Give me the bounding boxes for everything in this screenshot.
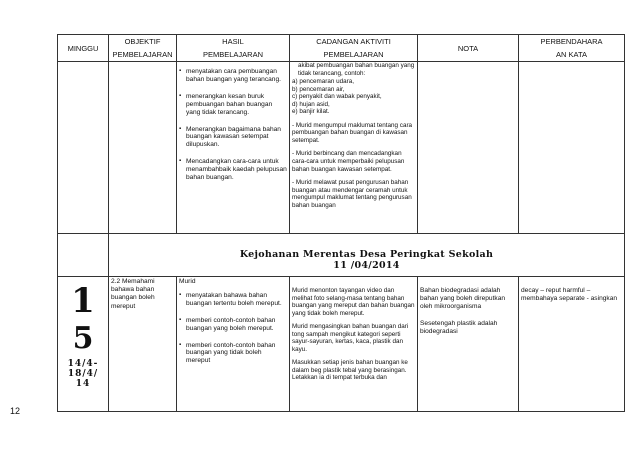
hasil-item: ▪ memberi contoh-contoh bahan buangan yang tidak boleh mereput — [179, 342, 287, 366]
cadangan-line: - Murid mengumpul maklumat tentang cara pembuangan bahan buangan di kawasan setempat. — [292, 121, 413, 144]
hasil-item: ▪ menyatakan bahawa bahan buangan tertentu boleh mereput. — [179, 292, 287, 308]
cadangan-line: Masukkan setiap jenis bahan buangan ke dalam beg plastik tebal yang berasingan. Letakkan ia di tempat terbuka dan — [292, 359, 408, 382]
page-number: 12 — [10, 406, 21, 416]
week-cell — [58, 277, 109, 412]
cell-minggu-empty — [58, 62, 109, 234]
hasil-item: ▪ menerangkan kesan buruk pembuangan bahan buangan yang tidak terancang. — [179, 93, 287, 117]
nota-text: Sesetengah plastik adalah biodegradasi — [420, 319, 498, 335]
cadangan-line: b) pencemaran air, — [292, 85, 345, 93]
lesson-plan-table — [57, 34, 625, 412]
header-objektif: OBJEKTIF PEMBELAJARAN — [109, 35, 177, 62]
cadangan-line: Murid mengasingkan bahan buangan dari tong sampah mengikut kategori seperti sayur-sayuran, kertas, kaca, plastik dan kayu. — [292, 323, 409, 353]
vocab-text: decay – reput harmful – membahaya separate - asingkan — [521, 287, 618, 303]
header-minggu: MINGGU — [58, 35, 109, 62]
cadangan-line: e) banjir kilat. — [292, 108, 330, 116]
cell-vocab — [519, 277, 625, 412]
cell-vocab-empty — [519, 62, 625, 234]
hasil-item: ▪ memberi contoh-contoh bahan buangan yang boleh mereput. — [179, 317, 287, 333]
cadangan-line: Murid menonton tayangan video dan melihat foto selang-masa tentang bahan buangan yang mereput dan bahan buangan yang tidak boleh mereput. — [292, 287, 415, 317]
cadangan-line: - Murid berbincang dan mencadangkan cara-cara untuk memperbaiki pelupusan bahan buangan kawasan setempat. — [292, 150, 405, 173]
cell-cadangan-2 — [290, 277, 418, 412]
cell-banner-left — [58, 234, 109, 277]
cell-nota — [418, 277, 519, 412]
week-row — [58, 277, 625, 412]
cadangan-line: a) pencemaran udara, — [292, 78, 354, 86]
cell-nota-empty — [418, 62, 519, 234]
hasil-item: ▪ Mencadangkan cara-cara untuk menambahbaik kaedah pelupusan bahan buangan. — [179, 158, 287, 182]
header-hasil: HASIL PEMBELAJARAN — [177, 35, 290, 62]
cell-cadangan — [290, 62, 418, 234]
cell-hasil-2 — [177, 277, 290, 412]
hasil-item: ▪ Menerangkan bagaimana bahan buangan kawasan setempat dilupuskan. — [179, 126, 287, 150]
cell-objektif-empty — [109, 62, 177, 234]
hasil-item: ▪ menyatakan cara pembuangan bahan buangan yang terancang. — [179, 68, 287, 84]
header-row — [58, 35, 625, 62]
nota-text: Bahan biodegradasi adalah bahan yang boleh direputkan oleh mikroorganisma — [420, 287, 506, 311]
cadangan-line: akibat pembuangan bahan buangan yang tidak terancang, contoh: — [298, 62, 415, 77]
cadangan-line: d) hujan asid, — [292, 100, 330, 108]
week-date-line: 18/4/ — [67, 368, 99, 379]
cadangan-line: c) penyakit dan wabak penyakit, — [292, 93, 382, 101]
banner-row — [58, 234, 625, 277]
continuation-row — [58, 62, 625, 234]
header-perbendahara: PERBENDAHARA AN KATA — [519, 35, 625, 62]
cell-hasil — [177, 62, 290, 234]
cadangan-line: - Murid melawat pusat pengurusan bahan buangan atau mendengar ceramah untuk mengumpul maklumat tentang pengurusan bahan buangan — [292, 179, 412, 209]
event-date: 11 /04/2014 — [333, 260, 400, 271]
objektif-text: 2.2 Memahami bahawa bahan buangan boleh mereput — [111, 278, 155, 310]
week-number-5: 5 — [72, 321, 94, 356]
header-nota: NOTA — [418, 35, 519, 62]
cell-objektif — [109, 277, 177, 412]
week-date-line: 14 — [75, 378, 91, 389]
event-title: Kejohanan Merentas Desa Peringkat Sekolah — [239, 248, 494, 260]
week-date-line: 14/4- — [67, 359, 99, 369]
event-banner — [109, 234, 625, 277]
header-cadangan: CADANGAN AKTIVITI PEMBELAJARAN — [290, 35, 418, 62]
week-number-1: 1 — [71, 281, 95, 321]
hasil-intro: Murid — [179, 278, 196, 285]
